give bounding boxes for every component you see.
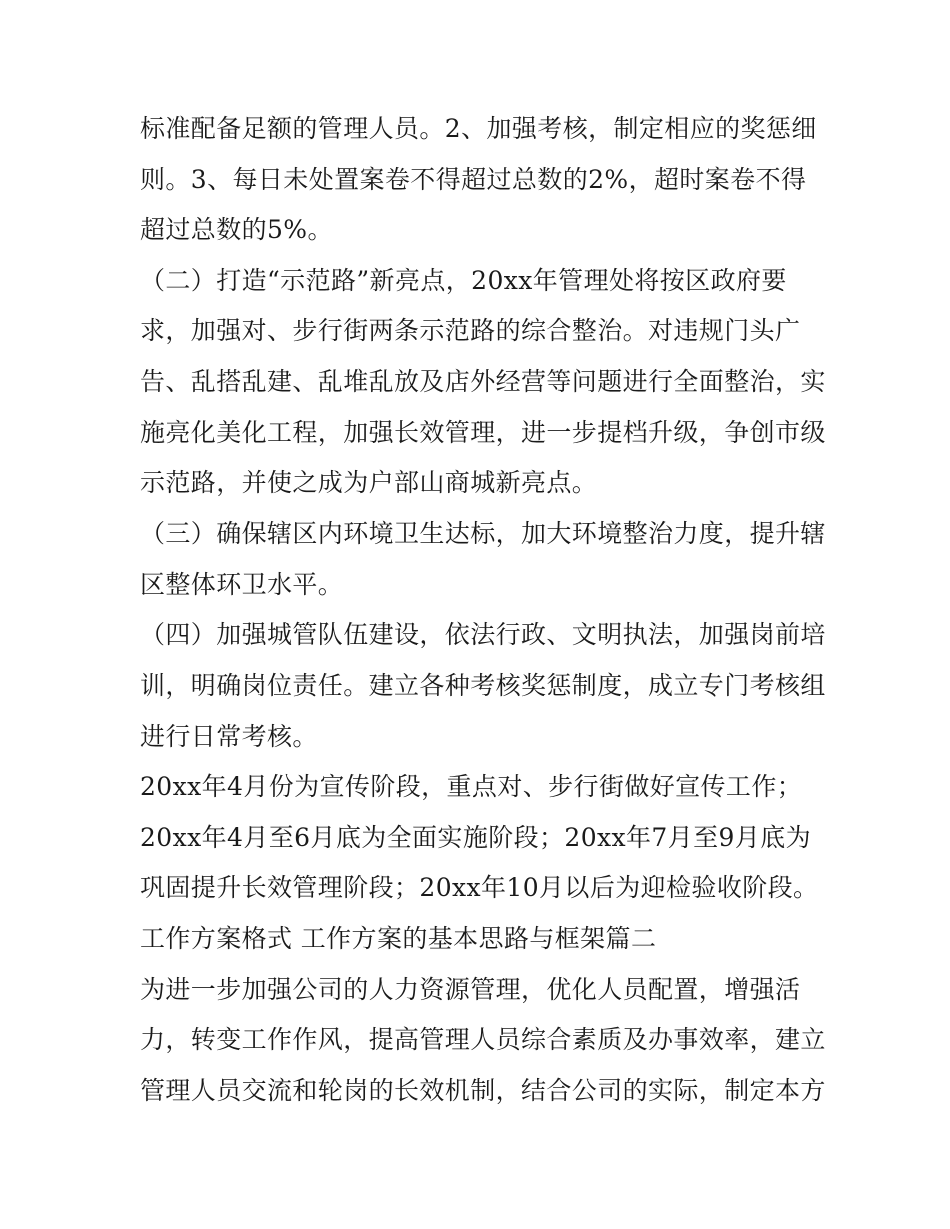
text-line: 示范路，并使之成为户部山商城新亮点。: [140, 468, 598, 497]
text-line: 20xx年4月份为宣传阶段，重点对、步行街做好宣传工作；: [140, 772, 803, 801]
text-line: 为进一步加强公司的人力资源管理，优化人员配置，增强活: [140, 975, 801, 1004]
text-line: 区整体环卫水平。: [140, 570, 344, 599]
section-heading: 工作方案格式 工作方案的基本思路与框架篇二: [140, 924, 657, 953]
text-line: （二）打造“示范路”新亮点，20xx年管理处将按区政府要: [140, 266, 787, 295]
text-line: 力，转变工作作风，提高管理人员综合素质及办事效率，建立: [140, 1025, 826, 1054]
text-line: 求，加强对、步行街两条示范路的综合整治。对违规门头广: [140, 316, 801, 345]
text-line: 进行日常考核。: [140, 722, 318, 751]
text-line: 标准配备足额的管理人员。2、加强考核，制定相应的奖惩细: [140, 114, 817, 143]
text-line: 则。3、每日未处置案卷不得超过总数的2%，超时案卷不得: [140, 165, 807, 194]
text-line: 管理人员交流和轮岗的长效机制，结合公司的实际，制定本方: [140, 1076, 826, 1105]
text-line: （三）确保辖区内环境卫生达标，加大环境整治力度，提升辖: [140, 519, 826, 548]
text-line: 20xx年4月至6月底为全面实施阶段；20xx年7月至9月底为: [140, 823, 812, 852]
text-line: 训，明确岗位责任。建立各种考核奖惩制度，成立专门考核组: [140, 671, 826, 700]
text-line: 巩固提升长效管理阶段；20xx年10月以后为迎检验收阶段。: [140, 873, 819, 902]
text-line: 告、乱搭乱建、乱堆乱放及店外经营等问题进行全面整治，实: [140, 367, 826, 396]
text-line: 超过总数的5%。: [140, 215, 333, 244]
text-line: （四）加强城管队伍建设，依法行政、文明执法，加强岗前培: [140, 620, 826, 649]
text-line: 施亮化美化工程，加强长效管理，进一步提档升级，争创市级: [140, 418, 826, 447]
